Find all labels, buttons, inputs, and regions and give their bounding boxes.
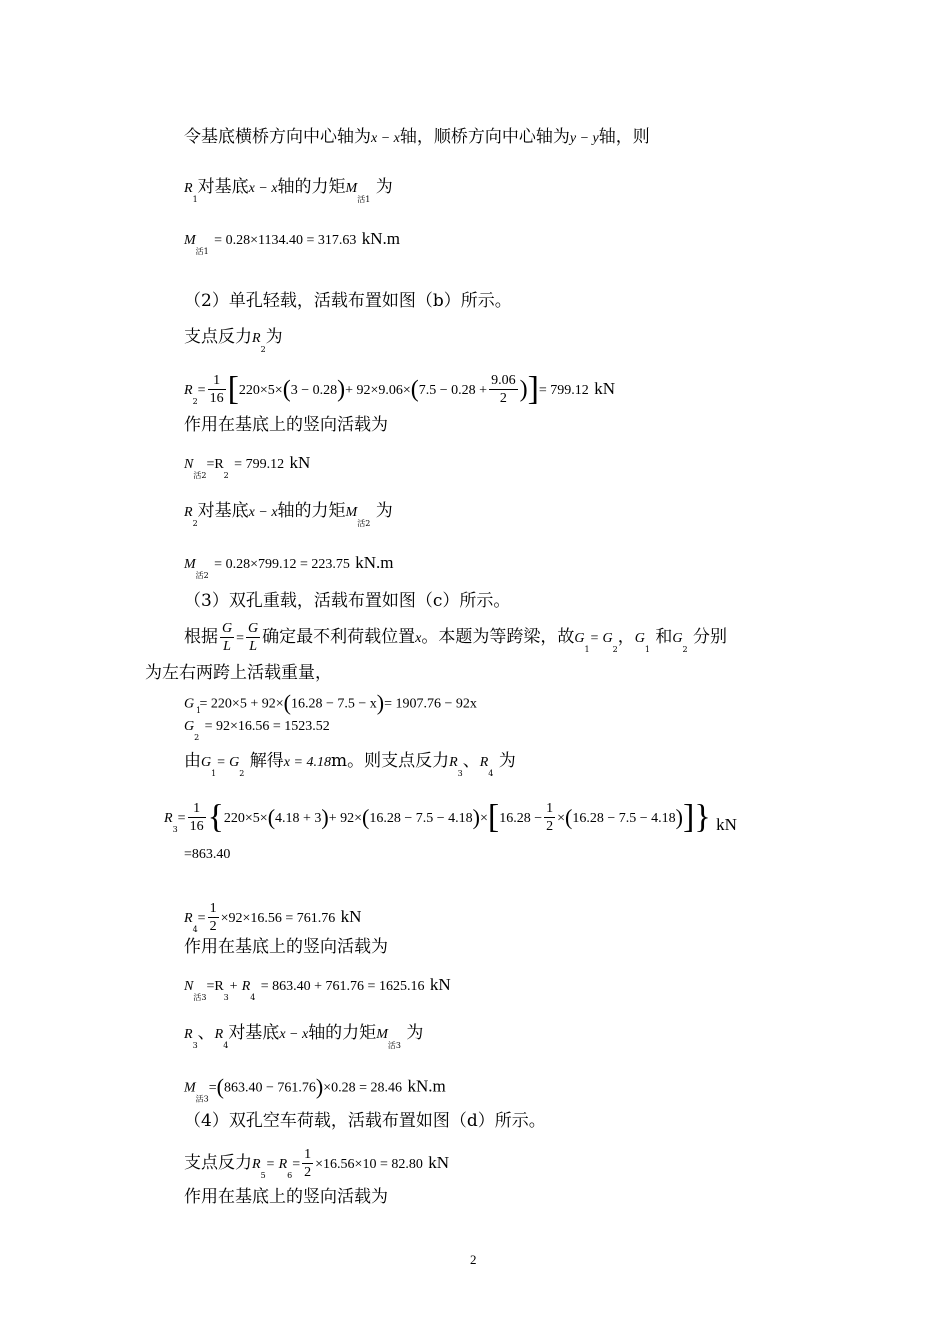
math: G — [184, 719, 195, 734]
text: m。则支点反力 — [330, 751, 450, 771]
unit: kN.m — [355, 553, 394, 572]
fraction — [489, 372, 518, 407]
math: x − x — [248, 505, 278, 520]
text: 轴，顺桥方向中心轴为 — [399, 127, 570, 147]
math: R — [184, 911, 193, 926]
math: + 92× — [328, 811, 363, 826]
subscript: 4 — [192, 925, 198, 934]
line-solve-x — [184, 750, 516, 785]
math: = 799.12 — [538, 383, 589, 398]
math: × — [480, 811, 488, 826]
math: = G — [216, 755, 240, 770]
subscript: 5 — [260, 1171, 266, 1180]
fraction — [246, 620, 260, 655]
math: M — [184, 557, 196, 572]
text: 对基底 — [228, 1023, 280, 1043]
text: 令基底横桥方向中心轴为 — [184, 127, 371, 147]
subscript: 4 — [223, 1041, 229, 1050]
math: 4.18 + 3 — [275, 811, 322, 826]
math: N — [184, 979, 194, 994]
subscript: 2 — [260, 345, 266, 354]
eq-m2 — [184, 552, 394, 587]
eq-n2 — [184, 452, 310, 487]
math: R — [252, 1157, 261, 1172]
math: G — [184, 696, 195, 712]
heading-case-4: （4）双孔空车荷载，活载布置如图（d）所示。 — [184, 1111, 546, 1131]
text: 为 — [498, 751, 516, 771]
math: M — [345, 505, 358, 520]
text: 为 — [406, 1023, 424, 1043]
math: ×0.28 = 28.46 — [323, 1080, 403, 1096]
text: 轴的力矩 — [277, 501, 346, 521]
numerator: 1 — [304, 1147, 312, 1162]
subscript: 1 — [196, 706, 202, 715]
text: 。本题为等跨梁，故 — [421, 627, 575, 647]
eq-r5-r6 — [184, 1146, 449, 1187]
math: = 220×5 + 92× — [199, 696, 284, 712]
text: 解得 — [249, 751, 284, 771]
math: G — [574, 631, 585, 646]
fraction — [302, 1146, 313, 1181]
math: M — [376, 1027, 388, 1042]
line-reaction-r2 — [184, 326, 283, 361]
subscript: 3 — [223, 993, 229, 1002]
eq-r3-result: =863.40 — [184, 847, 231, 862]
text: ， — [617, 627, 635, 647]
math: R — [479, 755, 489, 770]
math: R — [184, 1027, 193, 1042]
text: 为 — [375, 177, 393, 197]
numerator: 1 — [209, 901, 217, 916]
line-moment-r3-r4 — [184, 1022, 423, 1057]
text: 、 — [197, 1023, 215, 1043]
math: = 92×16.56 = 1523.52 — [204, 719, 330, 734]
subscript: 活2 — [357, 519, 371, 528]
text: 支点反力 — [184, 327, 252, 347]
numerator: 1 — [546, 801, 554, 816]
denominator: 2 — [209, 919, 217, 934]
numerator: 1 — [208, 372, 226, 390]
heading-case-2: （2）单孔轻载，活载布置如图（b）所示。 — [184, 291, 512, 311]
eq-r4 — [184, 900, 361, 941]
math: 16.28 − — [499, 811, 543, 826]
numerator: 1 — [188, 800, 206, 818]
math: x — [415, 631, 422, 646]
subscript: 2 — [192, 397, 198, 406]
line-moment-r2 — [184, 500, 393, 535]
unit: kN — [716, 815, 737, 834]
subscript: 3 — [457, 769, 463, 778]
eq-g2 — [184, 714, 330, 749]
unit: kN — [594, 379, 615, 398]
math: R — [449, 755, 458, 770]
subscript: 2 — [194, 733, 200, 742]
math: = G — [589, 631, 613, 646]
math: = 0.28×1134.40 = 317.63 — [214, 233, 357, 248]
math: x − x — [248, 181, 278, 196]
subscript: 1 — [584, 645, 590, 654]
unit: kN — [340, 907, 362, 926]
text: 轴的力矩 — [277, 177, 346, 197]
eq-m1 — [184, 228, 400, 263]
numerator: G — [222, 621, 233, 636]
math: =R — [206, 979, 224, 994]
text: 为 — [265, 327, 283, 347]
eq-m3: $M_{活3}=(863.40 - 761.76)\times 0.28 = 28.46$ kN.m — [184, 1074, 446, 1104]
math: + R — [228, 979, 251, 994]
numerator: G — [248, 621, 259, 636]
text: 轴，则 — [598, 127, 650, 147]
subscript: 4 — [250, 993, 256, 1002]
denominator: 2 — [304, 1165, 312, 1180]
subscript: 活3 — [193, 993, 207, 1002]
subscript: 2 — [612, 645, 618, 654]
eq-n3 — [184, 974, 451, 1009]
unit: kN.m — [407, 1076, 446, 1096]
line-vertical-load-2: 作用在基底上的竖向活载为 — [184, 415, 388, 435]
math: 220×5× — [238, 383, 283, 398]
unit: kN — [428, 1153, 450, 1172]
math: G — [672, 631, 683, 646]
denominator: 2 — [546, 819, 554, 834]
subscript: 活3 — [387, 1041, 401, 1050]
subscript: 2 — [192, 519, 198, 528]
unit: kN — [289, 453, 311, 472]
text: 为 — [375, 501, 393, 521]
subscript: 1 — [644, 645, 650, 654]
math: R — [214, 1027, 224, 1042]
text: 由 — [184, 751, 201, 771]
math: x − x — [279, 1027, 309, 1042]
math: = — [177, 811, 186, 826]
subscript: 6 — [287, 1171, 293, 1180]
line-moment-r1 — [184, 176, 393, 211]
math: = 799.12 — [234, 457, 285, 472]
denominator: 16 — [209, 391, 224, 406]
subscript: 3 — [172, 825, 178, 834]
subscript: 活1 — [195, 247, 209, 256]
eq-g1: G = 220×5 + 92×(16.28 − 7.5 − x)= 1907.76 − 92x — [184, 690, 477, 715]
text: 支点反力 — [184, 1153, 252, 1173]
math: G — [201, 755, 212, 770]
math: = R — [265, 1157, 288, 1172]
math: R — [164, 811, 173, 826]
math: = — [292, 1157, 301, 1172]
subscript: 2 — [682, 645, 688, 654]
unit: kN.m — [361, 229, 400, 248]
math: 3 − 0.28 — [290, 383, 338, 398]
denominator: L — [249, 639, 257, 654]
subscript: 2 — [239, 769, 245, 778]
math: 16.28 − 7.5 − x — [290, 696, 377, 712]
math: M — [345, 181, 358, 196]
text: 对基底 — [197, 501, 249, 521]
subscript: 2 — [223, 471, 229, 480]
page-number: 2 — [470, 1252, 477, 1267]
subscript: 活3 — [195, 1094, 209, 1104]
math: x = 4.18 — [283, 755, 331, 770]
math: + 92×9.06× — [345, 383, 411, 398]
fraction — [208, 900, 219, 935]
text: 对基底 — [197, 177, 249, 197]
math: 220×5× — [223, 811, 268, 826]
text: 、 — [462, 751, 480, 771]
subscript: 活2 — [195, 571, 209, 580]
unit: kN — [429, 975, 451, 994]
fraction — [544, 800, 555, 835]
line-weights: 为左右两跨上活载重量， — [145, 663, 332, 683]
math: 7.5 − 0.28 + — [418, 383, 488, 398]
math: = 863.40 + 761.76 = 1625.16 — [260, 979, 425, 994]
math: × — [557, 811, 566, 826]
math: M — [184, 233, 196, 248]
math: = 1907.76 − 92x — [384, 696, 477, 712]
math: = — [197, 383, 206, 398]
math: 863.40 − 761.76 — [224, 1080, 316, 1096]
math: =R — [206, 457, 224, 472]
text: 分别 — [693, 627, 727, 647]
heading-case-3: （3）双孔重载，活载布置如图（c）所示。 — [184, 591, 511, 611]
math: N — [184, 457, 194, 472]
math: R — [184, 383, 193, 398]
math: 16.28 − 7.5 − 4.18 — [572, 811, 676, 826]
eq-r2: $R_2=$ $\frac{1}{16}$ [220×5×(3 − 0.28)+ 92×9.06×(7.5 − 0.28 + $\frac{9.06}{2}$ )]= 799.12 kN — [184, 370, 615, 408]
line-axis-def — [184, 126, 650, 150]
denominator: 16 — [189, 819, 204, 834]
eq-r3: $R_3=$ $\frac{1}{16}$ {220×5×(4.18 + 3)+ 92×(16.28 − 7.5 − 4.18)×[16.28 − $\frac{1}{2}$ ×(16.28 − 7.5 − 4.18)]} kN — [164, 798, 737, 836]
text: 根据 — [184, 627, 218, 647]
math: x − x — [371, 131, 400, 146]
subscript: 活2 — [193, 471, 207, 480]
denominator: L — [223, 639, 231, 654]
text: 确定最不利荷载位置 — [262, 627, 416, 647]
math: ×92×16.56 = 761.76 — [220, 911, 336, 926]
subscript: 3 — [192, 1041, 198, 1050]
math: M — [184, 1080, 196, 1096]
math: = 0.28×799.12 = 223.75 — [214, 557, 350, 572]
math: 16.28 − 7.5 − 4.18 — [369, 811, 473, 826]
math: = — [236, 631, 245, 646]
math: R — [184, 181, 193, 196]
text: 和 — [655, 627, 673, 647]
math: y − y — [569, 131, 599, 146]
line-vertical-load-3: 作用在基底上的竖向活载为 — [184, 937, 388, 957]
fraction — [208, 372, 226, 407]
subscript: 1 — [211, 769, 217, 778]
denominator: 2 — [499, 391, 507, 406]
subscript: 1 — [192, 195, 198, 204]
math: G — [634, 631, 645, 646]
subscript: 4 — [488, 769, 494, 778]
math: R — [184, 505, 193, 520]
math: = — [197, 911, 206, 926]
text: 轴的力矩 — [308, 1023, 377, 1043]
line-load-position — [184, 620, 727, 661]
fraction — [188, 800, 206, 835]
math: R — [252, 331, 261, 346]
subscript: 活1 — [357, 195, 371, 204]
line-vertical-load-4: 作用在基底上的竖向活载为 — [184, 1187, 388, 1207]
fraction — [220, 620, 234, 655]
math: = — [208, 1080, 217, 1096]
math: ×16.56×10 = 82.80 — [315, 1157, 423, 1172]
numerator: 9.06 — [491, 373, 516, 388]
